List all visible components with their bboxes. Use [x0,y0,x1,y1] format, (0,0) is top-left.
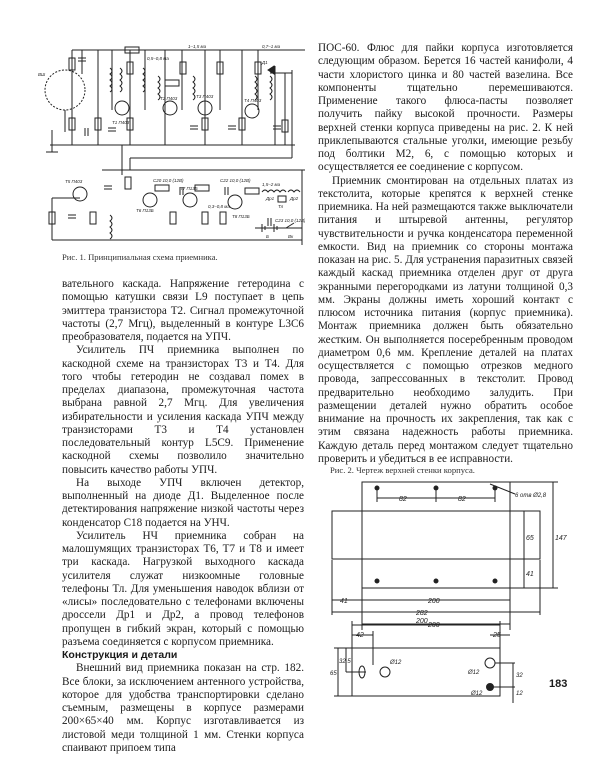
paragraph: Усилитель ПЧ приемника выполнен по каскодной схеме на транзисторах T3 и T4. Для того чтобы гетеродин не создавал помех в пределах диапазона, промежуточная частота выбрана равной 2,7 Мгц. Для увеличения избирательности и усиления каскада УПЧ между транзисторами T3 и T4 установлен последовательный контур L5C9. Применение каскодной схемы позволило значительно повысить качество работы УПЧ. [62,344,304,476]
svg-text:Ø12: Ø12 [390,660,402,666]
svg-text:82: 82 [399,496,407,503]
svg-text:200: 200 [416,618,428,625]
svg-text:65: 65 [330,671,337,677]
svg-text:Т7 П13Б: Т7 П13Б [180,186,198,191]
svg-text:Т5 П403: Т5 П403 [65,179,83,184]
svg-text:C23 10,0 (12В): C23 10,0 (12В) [275,218,305,223]
paragraph: Внешний вид приемника показан на стр. 182. Все блоки, за исключением антенного устройства, которое для удобства транспортировки сделано съемным, размещены в корпусе размерами 200×65×40 мм. Корпус изготавливается из листовой меди толщиной 1 мм. Стенки корпуса спаивают припоем типа [62,662,304,754]
figure-1-schematic [30,40,305,245]
svg-text:Д1: Д1 [262,60,268,65]
figure-2-lower-plate [330,615,560,710]
svg-text:0,7–1 ма: 0,7–1 ма [262,44,281,49]
svg-text:65: 65 [526,535,534,542]
svg-text:0,3–0,8 ма: 0,3–0,8 ма [208,204,230,209]
figure-2-caption: Рис. 2. Чертеж верхней стенки корпуса. [330,465,475,475]
svg-text:C22 10,0 (12В): C22 10,0 (12В) [220,178,251,183]
right-column [318,42,573,466]
svg-text:41: 41 [526,571,534,578]
svg-text:32: 32 [516,673,523,679]
page-number: 183 [549,678,568,690]
svg-text:82: 82 [458,496,466,503]
svg-text:Ø12: Ø12 [468,670,480,676]
svg-text:Т8 П13Б: Т8 П13Б [232,214,250,219]
svg-text:Б: Б [266,234,269,239]
svg-text:25: 25 [493,632,501,639]
paragraph: На выходе УПЧ включен детектор, выполненный на диоде Д1. Выделенное после детектирования напряжение низкой частоты через конденсатор C18 подается на УНЧ. [62,476,304,529]
svg-text:Вк: Вк [288,234,294,239]
svg-text:147: 147 [555,535,567,542]
svg-text:42: 42 [356,632,364,639]
section-heading: Конструкция и детали [62,649,178,661]
svg-text:1,5–2 ма: 1,5–2 ма [262,182,281,187]
svg-text:0,5–0,8 ма: 0,5–0,8 ма [147,56,169,61]
svg-text:282: 282 [416,610,428,617]
figure-1-caption: Рис. 1. Принципиальная схема приемника. [62,252,218,262]
paragraph: Усилитель НЧ приемника собран на малошумящих транзисторах T6, T7 и T8 и имеет три каскада. Нагрузкой выходного каскада усилителя служат низкоомные головные телефоны Тл. Для уменьшения наводок вблизи от «лисы» последовательно с телефонами включены дроссели Др1 и Др2, а провод телефонов пропущен в гибкий экран, который с помощью разъема соединяется с корпусом приемника. [62,529,304,648]
svg-text:Т6 П13Б: Т6 П13Б [136,208,154,213]
antenna-label: ВШ [38,72,46,77]
svg-text:Тл: Тл [278,204,284,209]
svg-text:Т3 П403: Т3 П403 [196,94,214,99]
svg-text:1–1,5 ма: 1–1,5 ма [188,44,207,49]
svg-text:6 отв Ø2,8: 6 отв Ø2,8 [515,493,547,499]
svg-text:Т1 П403: Т1 П403 [112,120,130,125]
svg-text:Т4 П403: Т4 П403 [244,98,262,103]
svg-text:Др2: Др2 [290,196,299,201]
svg-text:41: 41 [340,598,348,605]
svg-text:12: 12 [516,691,523,697]
circuit-diagram [30,40,305,245]
svg-text:200: 200 [428,622,440,629]
paragraph: вательного каскада. Напряжение гетеродина с помощью катушки связи L9 поступает в цепь эмиттера транзистора T2. Сигнал промежуточной частоты (2,7 Мгц), выделенный в контуре L3C6 преобразователя, подается на УПЧ. [62,278,304,343]
svg-text:Т2 П403: Т2 П403 [160,96,178,101]
svg-text:Ø12: Ø12 [471,691,483,697]
paragraph: ПОС-60. Флюс для пайки корпуса изготовляется следующим образом. Берется 16 частей канифоли, 4 части хлористого цинка и 80 частей вазелина. Все компоненты тщательно перемешиваются. Применение такого флюса-пасты позволяет получить пайку высокой прочности. Размеры верхней стенки корпуса приведены на рис. 2. К ней приклепываются стальные уголки, имеющие резьбу под болтики М2, 6, с помощью которых и осуществляется ее соединение с корпусом. [318,42,573,174]
svg-text:Др1: Др1 [266,196,275,201]
svg-text:200: 200 [428,598,440,605]
lower-plate-drawing [330,615,560,710]
svg-text:32,5: 32,5 [339,659,351,665]
paragraph: Приемник смонтирован на отдельных платах из текстолита, которые крепятся к верхней стенке приемника. На ней размещаются также выключатели питания и штыревой антенны, регулятор чувствительности и ручка конденсатора переменной емкости. Вид на приемник со стороны монтажа показан на рис. 5. Для устранения паразитных связей каждый каскад приемника отделен друг от друга экранными перегородками из латуни толщиной 0,3 мм. Экраны должны иметь хороший контакт с плюсом источника питания (корпус приемника). Монтаж приемника должен быть обязательно жестким. Он выполняется посеребренным проводом диаметром 0,6 мм. Крепление деталей на платах осуществляется с помощью отрезков медного провода, запрессованных в текстолит. Провод предварительно необходимо залудить. При размещении деталей нужно обратить особое внимание на прочность их закрепления, так как с этим связана надежность работы приемника. Каждую деталь перед монтажом следует тщательно проверить и убедиться в ее исправности. [318,174,573,465]
svg-text:C20 10,0 (12В): C20 10,0 (12В) [153,178,184,183]
left-column [62,278,304,755]
